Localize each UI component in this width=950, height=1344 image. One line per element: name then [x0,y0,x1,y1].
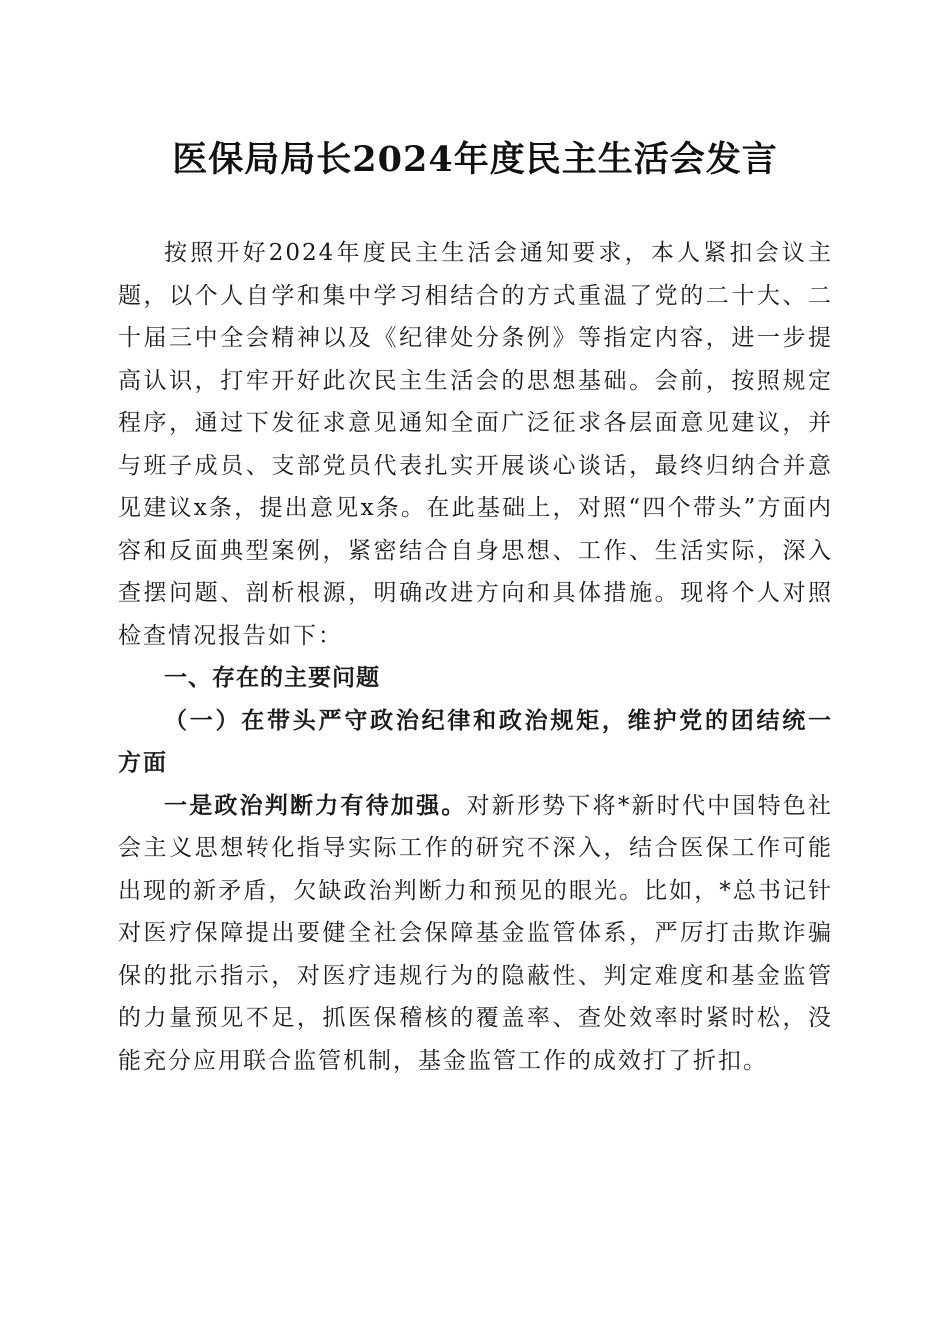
point-paragraph [118,785,833,1083]
document-title: 医保局局长2024年度民主生活会发言 [172,139,778,180]
point-lead-phrase: 一是政治判断力有待加强。 [164,791,467,819]
intro-paragraph: 按照开好2024年度民主生活会通知要求，本人紧扣会议主题，以个人自学和集中学习相结合的方式重温了党的二十大、二十届三中全会精神以及《纪律处分条例》等指定内容，进一步提高认识，打牢开好此次民主生活会的思想基础。会前，按照规定程序，通过下发征求意见通知全面广泛征求各层面意见建议，并与班子成员、支部党员代表扎实开展谈心谈话，最终归纳合并意见建议x条，提出意见x条。在此基础上，对照“四个带头”方面内容和反面典型案例，紧密结合自身思想、工作、生活实际，深入查摆问题、剖析根源，明确改进方向和具体措施。现将个人对照检查情况报告如下： [118,240,833,649]
point-body-text: 对新形势下将*新时代中国特色社会主义思想转化指导实际工作的研究不深入，结合医保工作可能出现的新矛盾，欠缺政治判断力和预见的眼光。比如，*总书记针对医疗保障提出要健全社会保障基金监管体系，严厉打击欺诈骗保的批示指示，对医疗违规行为的隐蔽性、判定难度和基金监管的力量预见不足，抓医保稽核的覆盖率、查处效率时紧时松，没能充分应用联合监管机制，基金监管工作的成效打了折扣。 [118,792,834,1074]
section-heading: 一、存在的主要问题 [164,665,380,691]
document-body [118,232,833,1082]
subsection-heading: （一）在带头严守政治纪律和政治规矩，维护党的团结统一方面 [118,706,833,776]
